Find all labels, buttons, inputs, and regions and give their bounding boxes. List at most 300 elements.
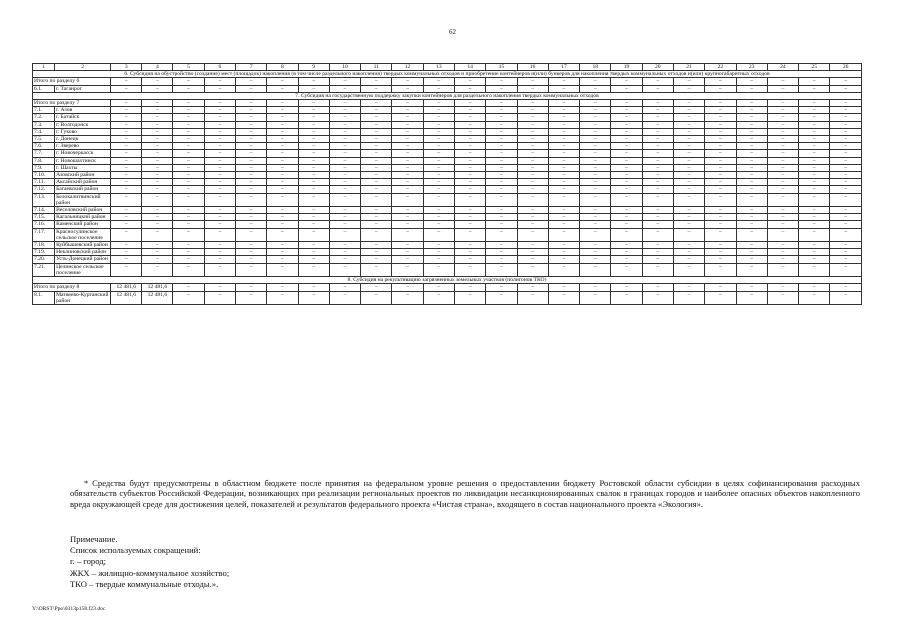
value-cell: – [173,100,204,107]
value-cell: – [423,249,454,256]
table-row [33,164,862,171]
value-cell: – [642,256,673,263]
value-cell: – [517,164,548,171]
value-cell: – [642,143,673,150]
value-cell: – [548,100,579,107]
table-row [33,284,862,291]
value-cell: – [392,249,423,256]
value-cell: – [173,128,204,135]
value-cell: – [361,157,392,164]
value-cell: – [423,164,454,171]
value-cell: – [548,193,579,206]
section-title-row [33,92,862,99]
value-cell: – [267,85,298,92]
section-title: 8. Субсидия на рекультивацию загрязненных земельных участков (полигонов ТКО) [33,277,862,284]
value-cell: – [236,284,267,291]
value-cell: – [267,100,298,107]
value-cell: – [611,164,642,171]
value-cell: – [799,284,830,291]
value-cell: – [111,107,142,114]
table-row [33,214,862,221]
value-cell: – [673,128,704,135]
value-cell: – [580,221,611,228]
value-cell: – [767,78,798,85]
footnote [70,478,860,509]
value-cell: – [204,164,235,171]
value-cell: – [548,85,579,92]
value-cell: – [736,150,767,157]
value-cell: – [204,157,235,164]
value-cell: – [736,179,767,186]
value-cell: – [486,179,517,186]
value-cell: – [736,143,767,150]
table-row [33,193,862,206]
value-cell: – [454,114,485,121]
value-cell: – [705,164,736,171]
value-cell: – [611,143,642,150]
value-cell: – [705,128,736,135]
value-cell: – [423,179,454,186]
value-cell: – [361,186,392,193]
section-title: 6. Субсидия на обустройство (создание) мест (площадок) накопления (в том числе раздельного накопления) твердых коммунальных отходов и приобретение контейнеров и(или) бункеров для накопления твердых коммунальных отходов и(или) крупногабаритных отходов [33,71,862,78]
table-row [33,100,862,107]
value-cell: – [673,263,704,276]
value-cell: – [517,291,548,304]
value-cell: – [611,100,642,107]
value-cell: – [454,263,485,276]
value-cell: – [673,143,704,150]
value-cell: – [642,85,673,92]
value-cell: – [423,121,454,128]
value-cell: – [673,186,704,193]
value-cell: – [173,228,204,241]
column-number-cell: 14 [454,64,485,71]
value-cell: – [580,193,611,206]
value-cell: – [548,221,579,228]
value-cell: – [111,263,142,276]
value-cell: – [580,136,611,143]
value-cell: – [486,221,517,228]
value-cell: – [111,207,142,214]
value-cell: – [142,85,173,92]
value-cell: – [111,164,142,171]
value-cell: – [830,157,862,164]
value-cell: – [486,242,517,249]
value-cell: – [111,128,142,135]
value-cell: – [799,291,830,304]
row-name: Азовский район [55,172,111,179]
value-cell: – [673,100,704,107]
value-cell: – [767,256,798,263]
value-cell: – [267,193,298,206]
value-cell: – [767,291,798,304]
value-cell: – [236,242,267,249]
value-cell: – [204,179,235,186]
table-row [33,256,862,263]
value-cell: – [548,128,579,135]
value-cell: – [486,78,517,85]
value-cell: – [392,207,423,214]
row-name: г. Донецк [55,136,111,143]
value-cell: – [236,143,267,150]
value-cell: – [642,249,673,256]
value-cell: – [111,157,142,164]
value-cell: – [799,78,830,85]
value-cell: – [517,284,548,291]
notes-block [70,534,229,590]
value-cell: – [454,249,485,256]
value-cell: – [173,107,204,114]
value-cell: – [423,263,454,276]
value-cell: – [673,172,704,179]
value-cell: – [392,157,423,164]
value-cell: – [767,214,798,221]
value-cell: – [830,284,862,291]
value-cell: – [267,207,298,214]
value-cell: – [736,256,767,263]
column-number-cell: 15 [486,64,517,71]
value-cell: – [111,256,142,263]
value-cell: – [642,291,673,304]
value-cell: – [111,221,142,228]
value-cell: – [236,193,267,206]
value-cell: – [204,143,235,150]
value-cell: – [517,214,548,221]
value-cell: – [392,256,423,263]
value-cell: – [142,121,173,128]
value-cell: – [767,114,798,121]
column-number-cell: 20 [642,64,673,71]
section-title-row [33,71,862,78]
value-cell: – [830,128,862,135]
value-cell: – [486,291,517,304]
column-number-cell: 22 [705,64,736,71]
value-cell: – [298,78,329,85]
value-cell: – [830,78,862,85]
value-cell: – [173,121,204,128]
value-cell: – [736,157,767,164]
value-cell: – [267,186,298,193]
value-cell: – [486,284,517,291]
value-cell: – [486,121,517,128]
value-cell: – [361,150,392,157]
value-cell: – [142,143,173,150]
row-name: г. Азов [55,107,111,114]
value-cell: – [454,284,485,291]
value-cell: – [548,256,579,263]
value-cell: – [705,157,736,164]
column-number-cell: 9 [298,64,329,71]
value-cell: – [799,164,830,171]
value-cell: – [642,179,673,186]
value-cell: – [673,150,704,157]
value-cell: – [673,78,704,85]
value-cell: – [329,128,360,135]
value-cell: – [454,164,485,171]
value-cell: – [392,78,423,85]
table-row [33,242,862,249]
value-cell: – [486,207,517,214]
value-cell: – [329,136,360,143]
value-cell: – [736,249,767,256]
value-cell: – [705,100,736,107]
value-cell: – [642,193,673,206]
value-cell: – [486,150,517,157]
value-cell: – [673,256,704,263]
value-cell: – [361,164,392,171]
column-number-cell: 2 [55,64,111,71]
value-cell: – [611,291,642,304]
value-cell: – [236,100,267,107]
table-row [33,179,862,186]
column-number-cell: 7 [236,64,267,71]
column-number-row [33,64,862,71]
row-name: Багаевский район [55,186,111,193]
value-cell: – [736,221,767,228]
value-cell: – [423,150,454,157]
value-cell: – [486,128,517,135]
value-cell: – [454,179,485,186]
row-number: 7.21. [33,263,55,276]
value-cell: – [329,193,360,206]
value-cell: – [392,150,423,157]
value-cell: – [580,150,611,157]
value-cell: – [548,150,579,157]
value-cell: – [142,263,173,276]
value-cell: – [361,100,392,107]
row-number: 7.7. [33,150,55,157]
value-cell: – [580,214,611,221]
value-cell: – [548,228,579,241]
value-cell: – [329,263,360,276]
value-cell: – [361,107,392,114]
value-cell: – [736,207,767,214]
value-cell: – [454,128,485,135]
value-cell: – [830,121,862,128]
value-cell: – [329,249,360,256]
value-cell: – [298,107,329,114]
value-cell: – [454,228,485,241]
value-cell: – [705,78,736,85]
value-cell: – [236,128,267,135]
value-cell: – [548,121,579,128]
value-cell: – [423,186,454,193]
value-cell: – [142,179,173,186]
value-cell: – [392,186,423,193]
value-cell: – [392,214,423,221]
value-cell: – [329,85,360,92]
value-cell: – [267,242,298,249]
value-cell: – [329,78,360,85]
row-total-label: Итого по разделу 6 [33,78,111,85]
value-cell: – [705,136,736,143]
row-number: 7.12. [33,186,55,193]
value-cell: – [705,114,736,121]
value-cell: – [767,143,798,150]
value-cell: – [392,100,423,107]
table-row [33,249,862,256]
value-cell: – [392,179,423,186]
value-cell: – [611,207,642,214]
value-cell: – [673,107,704,114]
value-cell: – [298,150,329,157]
value-cell: – [705,256,736,263]
row-number: 7.15. [33,214,55,221]
column-number-cell: 5 [173,64,204,71]
value-cell: – [392,128,423,135]
value-cell: – [111,78,142,85]
table-row [33,114,862,121]
column-number-cell: 4 [142,64,173,71]
value-cell: – [173,136,204,143]
value-cell: – [767,164,798,171]
value-cell: – [454,107,485,114]
value-cell: – [298,221,329,228]
value-cell: – [548,179,579,186]
row-name: Целинское сельское поселение [55,263,111,276]
value-cell: – [236,186,267,193]
value-cell: – [423,284,454,291]
value-cell: – [361,179,392,186]
value-cell: – [767,242,798,249]
value-cell: – [548,284,579,291]
value-cell: – [298,256,329,263]
row-number: 7.14. [33,207,55,214]
value-cell: – [642,121,673,128]
value-cell: – [173,157,204,164]
value-cell: – [548,249,579,256]
value-cell: – [767,150,798,157]
value-cell: – [673,193,704,206]
value-cell: – [236,207,267,214]
value-cell: – [423,221,454,228]
value-cell: – [580,284,611,291]
value-cell: – [298,128,329,135]
value-cell: – [580,164,611,171]
value-cell: – [267,128,298,135]
table-row [33,207,862,214]
value-cell: – [329,256,360,263]
value-cell: – [830,242,862,249]
value-cell: – [486,85,517,92]
value-cell: – [142,78,173,85]
value-cell: – [142,256,173,263]
value-cell: – [111,150,142,157]
value-cell: – [767,136,798,143]
value-cell: – [454,143,485,150]
value-cell: – [611,228,642,241]
value-cell: – [423,114,454,121]
notes-item: ЖКХ – жилищно-коммунальное хозяйство; [70,567,230,578]
value-cell: – [642,284,673,291]
value-cell: – [111,214,142,221]
value-cell: – [392,136,423,143]
value-cell: – [642,107,673,114]
value-cell: – [705,228,736,241]
value-cell: – [204,121,235,128]
value-cell: – [298,136,329,143]
value-cell: – [611,214,642,221]
row-name: г. Волгодонск [55,121,111,128]
value-cell: – [736,128,767,135]
value-cell: – [830,207,862,214]
table-row [33,186,862,193]
budget-table [32,63,862,305]
value-cell: – [580,172,611,179]
value-cell: – [611,221,642,228]
value-cell: – [548,291,579,304]
value-cell: – [799,85,830,92]
value-cell: – [799,207,830,214]
value-cell: – [705,186,736,193]
value-cell: – [454,214,485,221]
value-cell: – [454,207,485,214]
value-cell: – [111,242,142,249]
value-cell: – [517,256,548,263]
value-cell: – [298,143,329,150]
value-cell: – [517,172,548,179]
value-cell: – [111,136,142,143]
value-cell: – [142,242,173,249]
value-cell: – [173,164,204,171]
value-cell: – [236,179,267,186]
value-cell: – [642,157,673,164]
value-cell: – [673,221,704,228]
value-cell: – [298,193,329,206]
column-number-cell: 3 [111,64,142,71]
value-cell: – [361,242,392,249]
value-cell: – [423,207,454,214]
value-cell: – [548,157,579,164]
row-number: 7.8. [33,157,55,164]
value-cell: – [392,193,423,206]
value-cell: – [673,114,704,121]
table-row [33,172,862,179]
value-cell: – [142,214,173,221]
value-cell: – [267,157,298,164]
value-cell: – [267,136,298,143]
value-cell: – [236,263,267,276]
row-name: Матвеево-Курганский район [55,291,111,304]
value-cell: – [423,128,454,135]
table-row [33,157,862,164]
value-cell: – [204,263,235,276]
value-cell: – [642,164,673,171]
value-cell: – [454,121,485,128]
value-cell: – [736,228,767,241]
value-cell: – [267,284,298,291]
value-cell: – [111,85,142,92]
value-cell: – [236,136,267,143]
value-cell: – [204,291,235,304]
value-cell: – [611,284,642,291]
value-cell: – [236,291,267,304]
value-cell: – [767,85,798,92]
value-cell: – [298,186,329,193]
value-cell: – [329,214,360,221]
value-cell: – [111,114,142,121]
value-cell: – [361,214,392,221]
value-cell: – [298,164,329,171]
value-cell: – [548,143,579,150]
value-cell: – [767,121,798,128]
row-number: 7.6. [33,143,55,150]
row-name: г. Таганрог [55,85,111,92]
value-cell: – [736,107,767,114]
value-cell: – [392,114,423,121]
value-cell: – [767,128,798,135]
value-cell: – [236,107,267,114]
